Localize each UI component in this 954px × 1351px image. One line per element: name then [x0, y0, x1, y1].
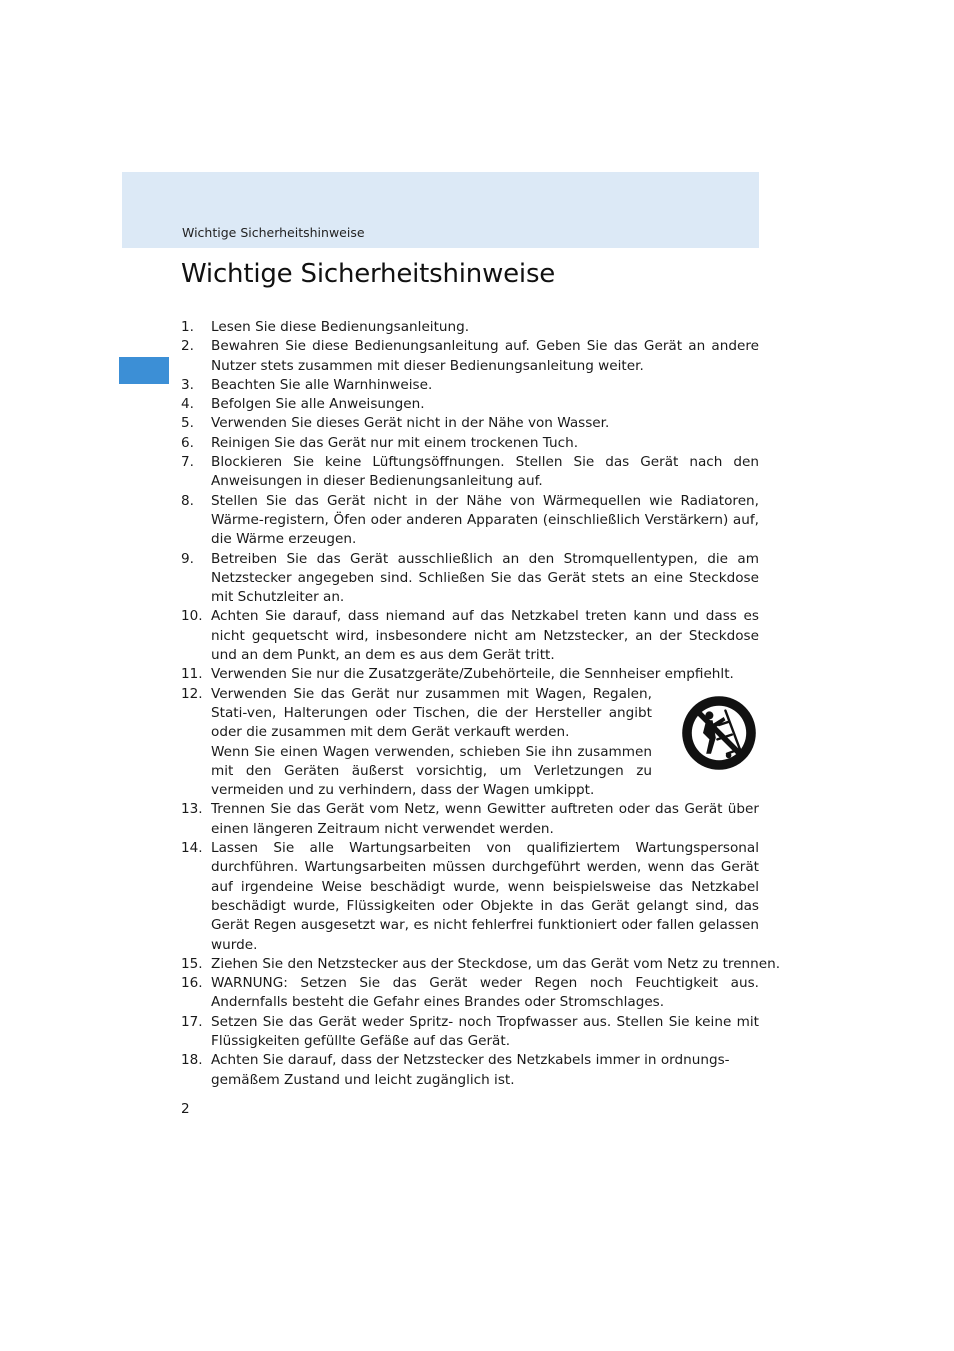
item-text: Lassen Sie alle Wartungsarbeiten von qualifiziertem Wartungspersonal durchführen. Wartungsarbeiten müssen durchgeführt werden, wenn das Gerät auf irgendeine Weise beschädigt wurde, wenn beispielsweise das Netzkabel beschädigt wurde, Flüssigkeiten oder Objekte in das Gerät gelangt sind, das Gerät Regen ausgesetzt war, es nicht fehlerfrei funktioniert oder fallen gelassen wurde. [211, 840, 759, 953]
item-number: 14. [181, 840, 203, 857]
list-item [181, 395, 759, 414]
list-item [181, 414, 759, 433]
item-number: 6. [181, 434, 194, 451]
item-number: 15. [181, 955, 203, 972]
list-item [181, 550, 759, 608]
section-label: Wichtige Sicherheitshinweise [182, 225, 365, 240]
item-text: Lesen Sie diese Bedienungsanleitung. [211, 319, 470, 335]
item-number: 5. [181, 415, 194, 432]
page-number: 2 [181, 1101, 190, 1117]
item-text: Ziehen Sie den Netzstecker aus der Steckdose, um das Gerät vom Netz zu trennen. [211, 955, 781, 972]
list-item [181, 955, 781, 974]
item-number: 18. [181, 1052, 203, 1069]
list-item [181, 376, 759, 395]
list-item [181, 1013, 759, 1052]
item-subtext: Wenn Sie einen Wagen verwenden, schieben Sie ihn zusammen mit den Geräten äußerst vorsichtig, um Verletzungen zu vermeiden und zu verhindern, dass der Wagen umkippt. [211, 743, 652, 799]
item-text: Befolgen Sie alle Anweisungen. [211, 396, 425, 413]
item-text: Trennen Sie das Gerät vom Netz, wenn Gewitter auftreten oder das Gerät über einen längeren Zeitraum nicht verwendet werden. [211, 801, 759, 837]
item-number: 8. [181, 492, 194, 509]
list-item [181, 685, 759, 801]
item-number: 11. [181, 666, 203, 683]
cart-tip-over-warning-icon [679, 693, 759, 773]
item-number: 13. [181, 801, 203, 818]
item-number: 16. [181, 975, 203, 992]
list-item [181, 337, 759, 376]
item-text: Bewahren Sie diese Bedienungsanleitung auf. Geben Sie das Gerät an andere Nutzer stets zusammen mit dieser Bedienungsanleitung weiter. [211, 338, 759, 374]
list-item [181, 665, 759, 684]
list-item [181, 434, 759, 453]
item-number: 3. [181, 376, 194, 393]
list-item [181, 492, 759, 550]
item-number: 1. [181, 319, 194, 335]
page-title: Wichtige Sicherheitshinweise [181, 259, 556, 289]
item-text: Reinigen Sie das Gerät nur mit einem trockenen Tuch. [211, 434, 579, 451]
list-item [181, 453, 759, 492]
item-text: Stellen Sie das Gerät nicht in der Nähe von Wärmequellen wie Radiatoren, Wärme-registern, Öfen oder anderen Apparaten (einschließlich Verstärkern) auf, die Wärme erzeugen. [211, 492, 759, 548]
item-text: Verwenden Sie dieses Gerät nicht in der Nähe von Wasser. [211, 415, 610, 432]
item-text: Betreiben Sie das Gerät ausschließlich an den Stromquellentypen, die am Netzstecker angegeben sind. Schließen Sie das Gerät stets an eine Steckdose mit Schutzleiter an. [211, 550, 759, 606]
item-text: Setzen Sie das Gerät weder Spritz- noch Tropfwasser aus. Stellen Sie keine mit Flüssigkeiten gefüllte Gefäße auf das Gerät. [211, 1013, 759, 1049]
item-number: 17. [181, 1013, 203, 1030]
header-band [122, 172, 759, 248]
list-item [181, 607, 759, 665]
item-number: 2. [181, 338, 194, 355]
item-text: Verwenden Sie das Gerät nur zusammen mit Wagen, Regalen, Stati-ven, Halterungen oder Tischen, die der Hersteller angibt oder die zusammen mit dem Gerät verkauft werden. [211, 685, 652, 741]
item-text: Verwenden Sie nur die Zusatzgeräte/Zubehörteile, die Sennheiser empfiehlt. [211, 666, 734, 683]
item-text: Achten Sie darauf, dass niemand auf das Netzkabel treten kann und dass es nicht gequetscht wird, insbesondere nicht am Netzstecker, an der Steckdose und an dem Punkt, an dem es aus dem Gerät tritt. [211, 608, 759, 664]
chapter-tab-marker [119, 357, 169, 384]
safety-instructions-list [181, 318, 781, 1090]
item-number: 10. [181, 608, 203, 625]
item-number: 7. [181, 454, 194, 471]
item-text: WARNUNG: Setzen Sie das Gerät weder Regen noch Feuchtigkeit aus. Andernfalls besteht die Gefahr eines Brandes oder Stromschlages. [211, 975, 759, 1011]
list-item [181, 800, 759, 839]
item-text: Blockieren Sie keine Lüftungsöffnungen. Stellen Sie das Gerät nach den Anweisungen in dieser Bedienungsanleitung auf. [211, 454, 759, 490]
item-number: 4. [181, 396, 194, 413]
list-item [181, 1051, 759, 1090]
item-text: Beachten Sie alle Warnhinweise. [211, 376, 433, 393]
list-item [181, 974, 759, 1013]
list-item [181, 839, 759, 955]
item-text: Achten Sie darauf, dass der Netzstecker des Netzkabels immer in ordnungs-gemäßem Zustand und leicht zugänglich ist. [211, 1052, 730, 1088]
list-item [181, 318, 759, 337]
item-number: 12. [181, 685, 203, 702]
item-number: 9. [181, 550, 194, 567]
